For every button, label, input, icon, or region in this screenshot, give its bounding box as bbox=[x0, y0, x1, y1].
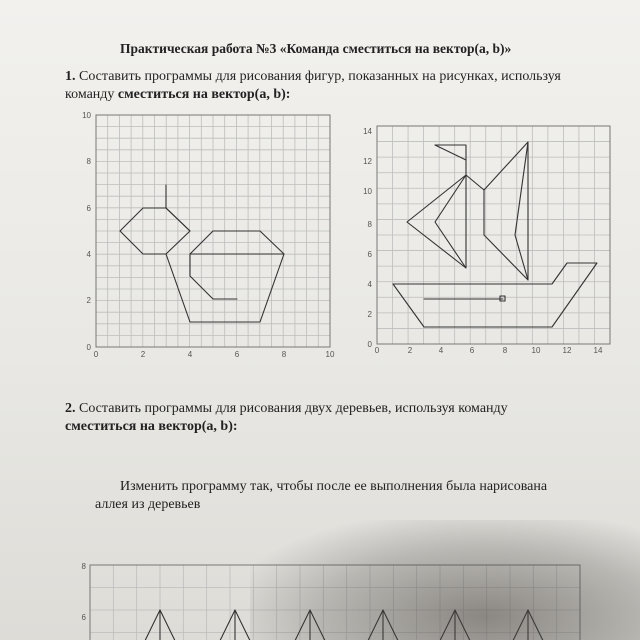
left-grid-y-ticks bbox=[82, 111, 91, 352]
left-y-tick-10: 10 bbox=[82, 111, 91, 120]
worksheet-title: Практическая работа №3 «Команда сместиться на вектор(a, b)» bbox=[120, 41, 512, 56]
right-y-tick-0: 0 bbox=[367, 340, 372, 349]
left-x-tick-4: 4 bbox=[187, 350, 193, 359]
task-1-command: сместиться на вектор(a, b): bbox=[117, 87, 291, 102]
left-y-tick-4: 4 bbox=[86, 250, 91, 259]
right-x-tick-2: 2 bbox=[407, 346, 413, 355]
ship-flag-line bbox=[435, 145, 466, 160]
bottom-y-tick-8: 8 bbox=[81, 562, 86, 571]
right-grid-lines bbox=[377, 126, 610, 344]
right-y-tick-8: 8 bbox=[367, 220, 372, 229]
left-x-tick-0: 0 bbox=[93, 350, 99, 359]
task-2-number: 2. bbox=[65, 401, 76, 416]
right-x-tick-0: 0 bbox=[374, 346, 380, 355]
instruction-line-1: Изменить программу так, чтобы после ее выполнения была нарисована bbox=[120, 479, 548, 494]
ship-flag bbox=[435, 145, 466, 268]
right-x-tick-8: 8 bbox=[502, 346, 508, 355]
left-y-tick-6: 6 bbox=[86, 204, 91, 213]
left-x-tick-2: 2 bbox=[140, 350, 146, 359]
task-1-number: 1. bbox=[65, 69, 76, 84]
ship-mid-sail bbox=[484, 142, 528, 280]
right-grid-y-ticks bbox=[363, 127, 372, 349]
left-x-tick-6: 6 bbox=[234, 350, 240, 359]
left-grid-x-ticks bbox=[94, 350, 335, 359]
left-y-tick-8: 8 bbox=[86, 157, 91, 166]
left-x-tick-10: 10 bbox=[325, 350, 335, 359]
task-2-line-1: Составить программы для рисования двух деревьев, используя команду bbox=[79, 401, 508, 416]
bottom-tree-tops bbox=[138, 610, 550, 640]
right-grid bbox=[363, 126, 610, 355]
right-y-tick-6: 6 bbox=[367, 250, 372, 259]
left-grid bbox=[82, 111, 335, 359]
right-y-tick-12: 12 bbox=[363, 157, 372, 166]
bottom-grid-lines bbox=[90, 565, 580, 640]
right-y-tick-14: 14 bbox=[363, 127, 372, 136]
right-y-tick-2: 2 bbox=[367, 310, 372, 319]
right-grid-x-ticks bbox=[375, 346, 603, 355]
task-1-line-2-prefix: команду bbox=[65, 87, 118, 102]
task-1-line-1: Составить программы для рисования фигур, показанных на рисунках, используя bbox=[79, 69, 561, 84]
left-y-tick-2: 2 bbox=[86, 296, 91, 305]
left-y-tick-0: 0 bbox=[86, 343, 91, 352]
instruction-line-2: аллея из деревьев bbox=[95, 497, 201, 512]
bottom-y-tick-6: 6 bbox=[81, 613, 86, 622]
right-x-tick-4: 4 bbox=[438, 346, 444, 355]
bottom-grid bbox=[82, 562, 580, 640]
bottom-grid-frame bbox=[90, 565, 580, 640]
ship-rigging bbox=[466, 175, 484, 190]
right-y-tick-4: 4 bbox=[367, 280, 372, 289]
teapot-spout bbox=[190, 254, 237, 299]
right-y-tick-10: 10 bbox=[363, 187, 372, 196]
right-x-tick-6: 6 bbox=[469, 346, 475, 355]
right-x-tick-14: 14 bbox=[593, 346, 603, 355]
left-x-tick-8: 8 bbox=[281, 350, 287, 359]
right-x-tick-12: 12 bbox=[562, 346, 572, 355]
right-x-tick-10: 10 bbox=[531, 346, 541, 355]
ship-left-sail bbox=[407, 175, 466, 268]
task-2-command: сместиться на вектор(a, b): bbox=[65, 419, 238, 434]
